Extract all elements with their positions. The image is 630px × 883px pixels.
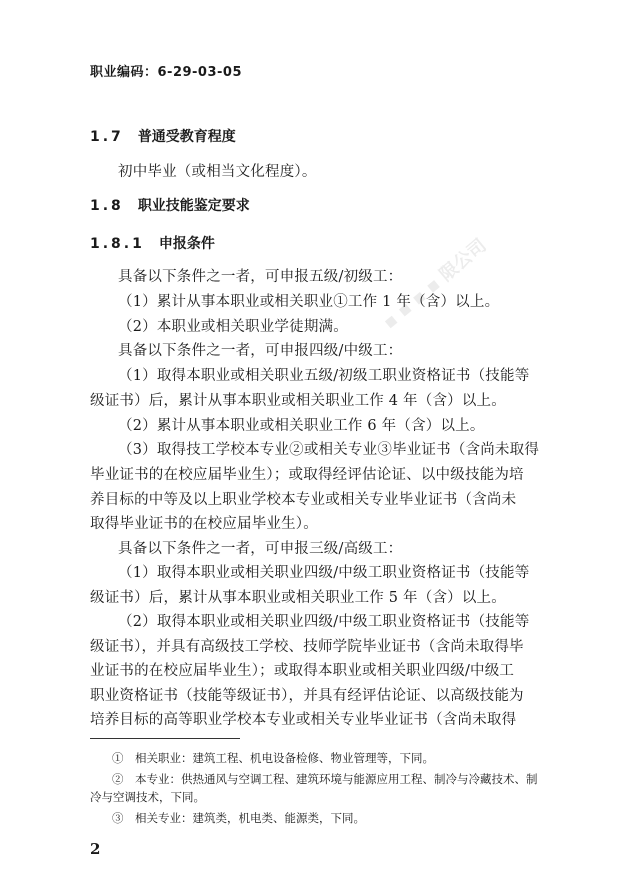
paragraph-line: （1）取得本职业或相关职业四级/中级工职业资格证书（技能等 [118,565,530,581]
section-title: 申报条件 [158,236,215,252]
paragraph-line: （1）取得本职业或相关职业五级/初级工职业资格证书（技能等 [118,368,530,384]
footnote: ② 本专业：供热通风与空调工程、建筑环境与能源应用工程、制冷与冷藏技术、制 [112,772,538,786]
footnote-divider [90,738,240,739]
section-title: 普通受教育程度 [137,129,236,145]
paragraph-line: 业证书的在校应届毕业生）；或取得本职业或相关职业四级/中级工 [90,663,515,679]
paragraph-line: 具备以下条件之一者，可申报四级/中级工： [118,343,403,359]
paragraph-line: （2）累计从事本职业或相关职业工作 6 年（含）以上。 [118,418,485,434]
paragraph-line: 毕业证书的在校应届毕业生）；或取得经评估论证、以中级技能为培 [90,467,524,483]
watermark: ▪ ▪ ▪ ▪ 限公司 [379,235,491,334]
section-1-8-1-heading [90,233,215,253]
page-number: 2 [90,840,101,858]
paragraph-line: （3）取得技工学校本专业②或相关专业③毕业证书（含尚未取得 [118,442,540,458]
footnote: 冷与空调技术，下同。 [90,790,205,804]
paragraph-line: 培养目标的高等职业学校本专业或相关专业毕业证书（含尚未取得 [90,712,517,728]
paragraph-line: 级证书）后，累计从事本职业或相关职业工作 5 年（含）以上。 [90,590,506,606]
footnote: ③ 相关专业：建筑类，机电类、能源类，下同。 [112,811,365,825]
section-1-7-body: 初中毕业（或相当文化程度）。 [118,164,317,180]
paragraph-line: 取得毕业证书的在校应届毕业生）。 [90,516,318,532]
paragraph-line: 具备以下条件之一者，可申报五级/初级工： [118,269,403,285]
section-number: 1.8.1 [90,236,145,252]
paragraph-line: 级证书）后，累计从事本职业或相关职业工作 4 年（含）以上。 [90,393,506,409]
paragraph-line: 职业资格证书（技能等级证书），并具有经评估论证、以高级技能为 [90,688,524,704]
section-number: 1.7 [90,129,124,145]
section-1-7-heading [90,126,236,146]
section-title: 职业技能鉴定要求 [137,198,250,214]
paragraph-line: （2）本职业或相关职业学徒期满。 [118,319,348,335]
footnote: ① 相关职业：建筑工程、机电设备检修、物业管理等，下同。 [112,751,434,765]
occupation-code: 职业编码：6-29-03-05 [90,65,243,80]
paragraph-line: 具备以下条件之一者，可申报三级/高级工： [118,541,403,557]
section-1-8-heading [90,195,250,215]
paragraph-line: 级证书），并具有高级技工学校、技师学院毕业证书（含尚未取得毕 [90,639,524,655]
paragraph-line: （1）累计从事本职业或相关职业①工作 1 年（含）以上。 [118,294,500,310]
paragraph-line: （2）取得本职业或相关职业四级/中级工职业资格证书（技能等 [118,614,530,630]
section-number: 1.8 [90,198,124,214]
paragraph-line: 养目标的中等及以上职业学校本专业或相关专业毕业证书（含尚未 [90,492,517,508]
